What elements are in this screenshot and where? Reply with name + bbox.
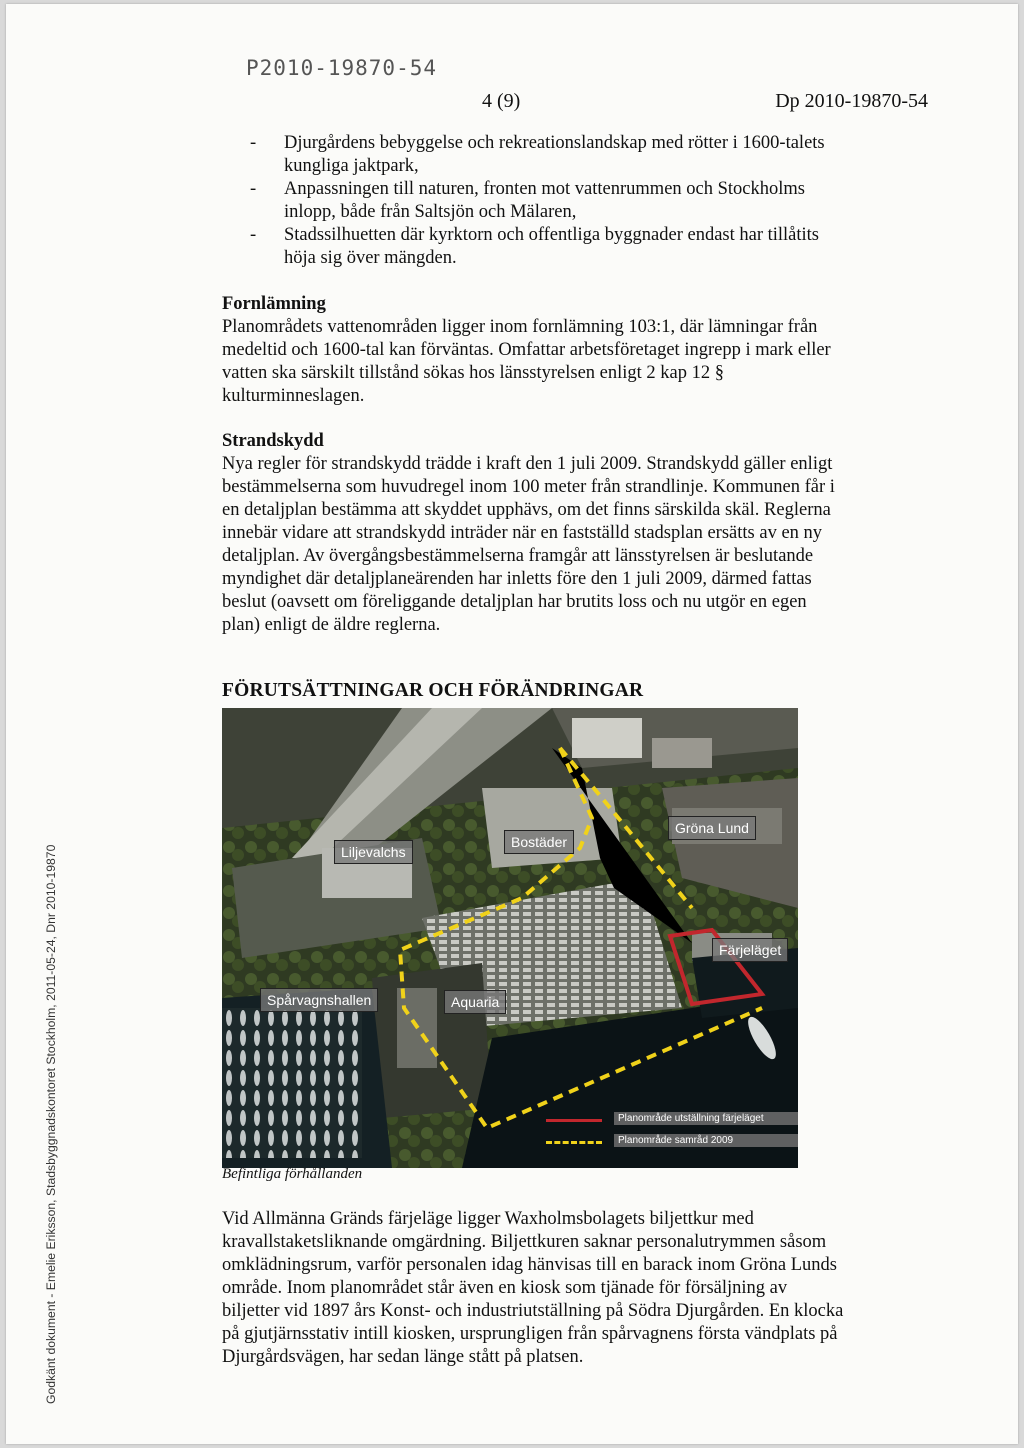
archive-stamp: P2010-19870-54 (246, 56, 438, 80)
bullet-list (246, 132, 846, 270)
bullet-item: - Anpassningen till naturen, fronten mot vattenrummen och Stockholms inlopp, både från Saltsjön och Mälaren, (246, 178, 846, 224)
label-sparvagnshallen: Spårvagnshallen (260, 988, 378, 1012)
bullet-item: - Stadssilhuetten där kyrktorn och offentliga byggnader endast har tillåtits höja sig över mängden. (246, 224, 846, 270)
document-id: Dp 2010-19870-54 (775, 90, 928, 112)
bullet-item: - Djurgårdens bebyggelse och rekreationslandskap med rötter i 1600-talets kungliga jaktpark, (246, 132, 846, 178)
document-page (6, 4, 1018, 1444)
legend-yellow-text: Planområde samråd 2009 (614, 1134, 798, 1147)
label-farjelaget: Färjeläget (712, 938, 788, 962)
closing-section (222, 1208, 848, 1369)
label-liljevalchs: Liljevalchs (334, 840, 413, 864)
section-heading: FÖRUTSÄTTNINGAR OCH FÖRÄNDRINGAR (222, 680, 644, 701)
legend-yellow-line (546, 1141, 602, 1144)
photo-caption: Befintliga förhållanden (222, 1166, 363, 1182)
fornlamning-body: Planområdets vattenområden ligger inom fornlämning 103:1, där lämningar från medeltid och 1600-tal kan förväntas. Omfattar arbetsföretaget ingrepp i mark eller vatten ska särskilt tillstånd sökas hos länsstyrelsen enligt 2 kap 12 § kulturminneslagen. (222, 317, 831, 406)
label-grona-lund: Gröna Lund (668, 816, 756, 840)
strandskydd-section (222, 430, 848, 637)
fornlamning-section (222, 293, 848, 408)
fornlamning-heading: Fornlämning (222, 294, 326, 314)
legend-red-line (546, 1119, 602, 1122)
legend-red-text: Planområde utställning färjeläget (614, 1112, 798, 1125)
closing-paragraph: Vid Allmänna Gränds färjeläge ligger Waxholmsbolagets biljettkur med kravallstaketsliknande omgärdning. Biljettkuren saknar personalutrymmen såsom omklädningsrum, varför personalen idag hänvisas till en barack inom Gröna Lunds område. Inom planområdet står även en kiosk som tjänade för försäljning av biljetter vid 1897 års Konst- och industriutställning på Södra Djurgården. En klocka på gjutjärnsstativ intill kiosken, ursprungligen från spårvagnens första vändplats på Djurgårdsvägen, har sedan länge stått på platsen. (222, 1209, 844, 1367)
page-number: 4 (9) (482, 90, 521, 112)
approval-side-text: Godkänt dokument - Emelie Eriksson, Stadsbyggnadskontoret Stockholm, 2011-05-24, Dnr 2010-19870 (44, 844, 58, 1404)
strandskydd-heading: Strandskydd (222, 431, 324, 451)
label-bostader: Bostäder (504, 830, 574, 854)
aerial-photo (222, 708, 798, 1168)
strandskydd-body: Nya regler för strandskydd trädde i kraft den 1 juli 2009. Strandskydd gäller enligt bestämmelserna som huvudregel inom 100 meter från strandlinje. Kommunen får i en detaljplan bestämma att skyddet upphävs, om det finns särskilda skäl. Reglerna innebär vidare att strandskydd inträder när en fastställd stadsplan ersätts av en ny detaljplan. Av övergångsbestämmelserna framgår att länsstyrelsen är beslutande myndighet där detaljplaneärenden har inletts före den 1 juli 2009, därmed fattas beslut (oavsett om föreliggande detaljplan har brutits loss och nu utgör en egen plan) enligt de äldre reglerna. (222, 454, 835, 635)
label-aquaria: Aquaria (444, 990, 506, 1014)
